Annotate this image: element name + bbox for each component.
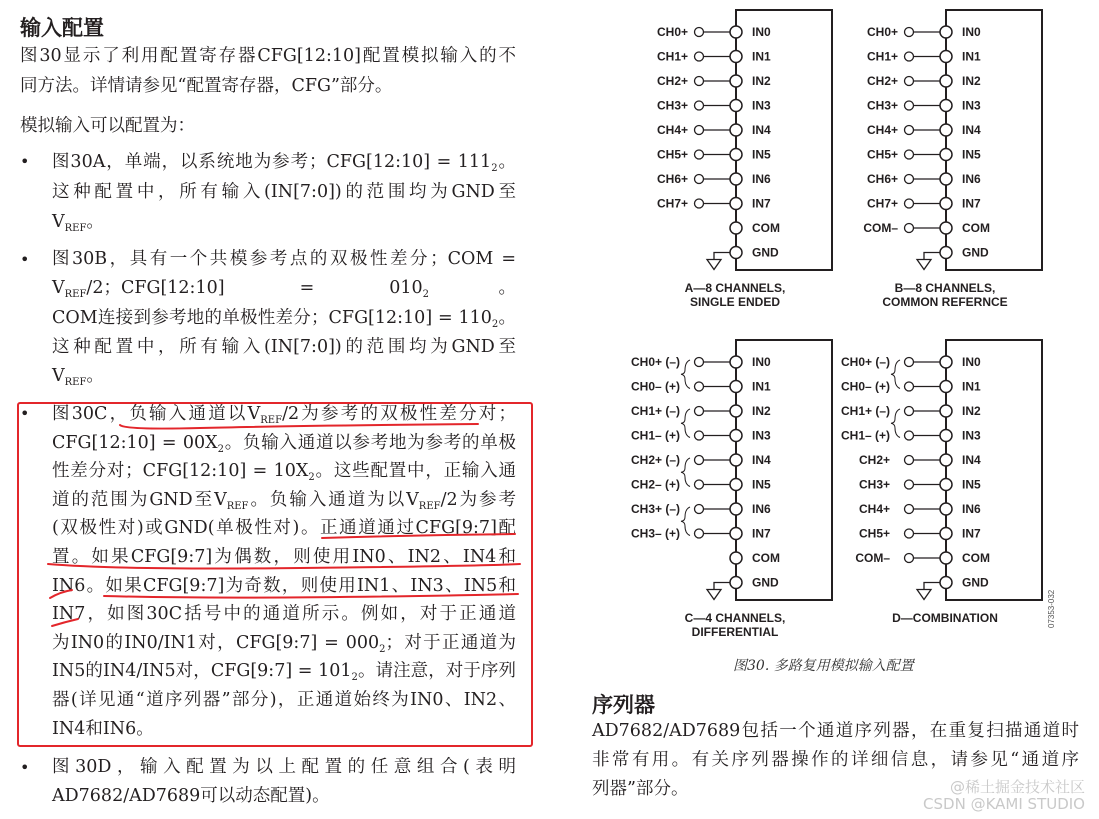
underline-3 xyxy=(48,564,520,569)
diagram-a xyxy=(657,10,832,309)
input-terminal-icon xyxy=(695,77,704,86)
text-run: V xyxy=(52,278,65,299)
text-run: 同方法。详情请参见“配置寄存器，CFG”部分。 xyxy=(20,76,393,96)
diagram-d xyxy=(841,340,1042,625)
bullet-marker: • xyxy=(20,757,30,777)
pin-icon xyxy=(940,381,952,393)
text-line xyxy=(592,746,1079,775)
input-terminal-icon xyxy=(695,456,704,465)
pin-icon xyxy=(730,124,742,136)
text-line xyxy=(592,717,1079,746)
input-label: CH2+ xyxy=(866,74,898,88)
adc-box xyxy=(736,340,832,600)
pin-label: COM xyxy=(962,551,990,565)
subscript: REF xyxy=(226,500,249,512)
pin-icon xyxy=(940,222,952,234)
text-run: 这种配置中，所有输入(IN[7:0])的范围均为GND至 xyxy=(52,182,516,202)
pin-label: IN2 xyxy=(962,74,981,88)
pin-icon xyxy=(940,528,952,540)
diagram-caption: D—COMBINATION xyxy=(892,611,998,625)
diagram-caption: B—8 CHANNELS, xyxy=(894,281,996,295)
input-terminal-icon xyxy=(905,150,914,159)
pin-label: GND xyxy=(962,245,989,260)
input-terminal-icon xyxy=(695,407,704,416)
pin-label: IN7 xyxy=(752,196,771,211)
pin-icon xyxy=(730,100,742,112)
input-label: CH0– (+) xyxy=(630,379,680,394)
subscript: REF xyxy=(260,415,283,426)
pair-bracket-icon xyxy=(681,360,690,389)
pin-label: GND xyxy=(752,245,779,260)
pin-label: IN7 xyxy=(962,196,981,211)
pin-label: IN5 xyxy=(752,147,771,162)
subscript: 2 xyxy=(308,472,315,484)
ground-wire xyxy=(714,583,730,590)
input-terminal-icon xyxy=(905,382,914,391)
pin-icon xyxy=(940,577,952,589)
subscript: REF xyxy=(64,377,87,389)
text-run: V xyxy=(52,366,65,387)
adc-box xyxy=(946,340,1042,600)
text-run: 置。如果CFG[9:7]为偶数，则使用IN0、IN2、IN4和 xyxy=(52,546,516,567)
bullet-marker: • xyxy=(20,249,30,269)
input-label: CH4+ xyxy=(858,502,890,516)
pin-icon xyxy=(940,247,952,259)
pin-label: IN6 xyxy=(962,172,981,186)
text-run: 。请注意，对于序列 xyxy=(357,661,517,682)
input-terminal-icon xyxy=(695,52,704,61)
ground-icon xyxy=(707,260,721,270)
subscript: 2 xyxy=(379,643,386,655)
input-label: CH1+ (–) xyxy=(840,404,890,418)
text-run: 。 xyxy=(86,366,104,387)
input-label: CH2+ (–) xyxy=(630,453,680,467)
pin-label: IN4 xyxy=(752,123,771,137)
diagram-caption: C—4 CHANNELS, xyxy=(684,611,786,625)
input-terminal-icon xyxy=(905,175,914,184)
input-terminal-icon xyxy=(905,480,914,489)
pin-label: IN7 xyxy=(752,526,771,541)
text-run: 模拟输入可以配置为： xyxy=(20,116,195,136)
red-handwritten-underlines xyxy=(0,0,540,819)
adc-box xyxy=(736,10,832,270)
input-label: CH2+ xyxy=(858,453,890,467)
pin-label: COM xyxy=(752,221,780,235)
pin-icon xyxy=(730,222,742,234)
input-terminal-icon xyxy=(905,199,914,208)
text-run: 。负输入通道以参考地为参考的单极 xyxy=(224,432,516,453)
pin-label: IN3 xyxy=(962,98,981,113)
pin-label: IN1 xyxy=(962,49,981,64)
input-label: CH6+ xyxy=(866,172,898,186)
subscript: 2 xyxy=(422,289,430,301)
pin-icon xyxy=(730,173,742,185)
diagram-c xyxy=(631,340,832,639)
ground-wire xyxy=(924,253,940,260)
pin-label: IN1 xyxy=(752,379,771,394)
input-label: CH3+ xyxy=(858,477,890,492)
pin-label: IN7 xyxy=(962,526,981,541)
bullet-marker: • xyxy=(20,404,30,424)
text-run: 。负输入通道为以V xyxy=(248,489,419,510)
input-terminal-icon xyxy=(695,199,704,208)
input-label: CH1+ xyxy=(656,49,688,64)
pin-label: IN6 xyxy=(752,502,771,516)
pin-icon xyxy=(730,198,742,210)
pin-icon xyxy=(730,503,742,515)
input-terminal-icon xyxy=(695,431,704,440)
figure-30-multiplexed-inputs xyxy=(590,0,1099,650)
text-run: 。 xyxy=(429,278,517,299)
underline-4 xyxy=(50,590,72,598)
pin-label: IN3 xyxy=(962,428,981,443)
text-run: 。这些配置中，正输入通 xyxy=(314,461,517,482)
text-run: 性差分对；CFG[12:10] = 10X xyxy=(52,461,309,482)
input-label: CH0+ (–) xyxy=(630,355,680,369)
section-title-input-config: 输入配置 xyxy=(20,16,104,40)
pin-label: IN0 xyxy=(962,355,981,369)
pin-icon xyxy=(730,247,742,259)
text-run: /2为参考的双极性差分对； xyxy=(282,404,517,424)
input-label: CH1+ xyxy=(866,49,898,64)
text-run: IN4和IN6。 xyxy=(52,718,154,739)
watermark-csdn: CSDN @KAMI STUDIO xyxy=(923,795,1085,813)
pin-icon xyxy=(730,381,742,393)
pin-icon xyxy=(730,51,742,63)
pin-icon xyxy=(730,75,742,87)
pin-icon xyxy=(940,51,952,63)
underline-5 xyxy=(104,594,518,598)
pin-icon xyxy=(940,173,952,185)
text-run: ；对于正通道为 xyxy=(385,632,516,653)
input-terminal-icon xyxy=(905,224,914,233)
pin-label: IN3 xyxy=(752,428,771,443)
text-run: 这种配置中，所有输入(IN[7:0])的范围均为GND至 xyxy=(52,336,516,357)
input-terminal-icon xyxy=(695,101,704,110)
pair-bracket-icon xyxy=(891,360,900,389)
pair-bracket-icon xyxy=(681,409,690,438)
pin-label: IN2 xyxy=(752,404,771,418)
input-label: CH1– (+) xyxy=(630,428,680,443)
input-terminal-icon xyxy=(695,150,704,159)
pin-label: IN3 xyxy=(752,98,771,113)
text-run: AD7682/AD7689可以动态配置)。 xyxy=(52,786,330,806)
pin-icon xyxy=(940,75,952,87)
text-run: 列器”部分。 xyxy=(592,779,689,799)
input-label: CH4+ xyxy=(866,123,898,137)
text-run: 图30A，单端，以系统地为参考；CFG[12:10] = 111 xyxy=(52,152,492,172)
pin-icon xyxy=(730,26,742,38)
pin-icon xyxy=(730,552,742,564)
text-run: COM连接到参考地的单极性差分；CFG[12:10] = 110 xyxy=(52,307,492,328)
pin-icon xyxy=(940,479,952,491)
text-run: 器(详见通“道序列器”部分)，正通道始终为IN0、IN2、 xyxy=(52,689,516,710)
input-terminal-icon xyxy=(695,529,704,538)
ground-wire xyxy=(714,253,730,260)
input-label: CH1– (+) xyxy=(840,428,890,443)
diagram-caption: DIFFERENTIAL xyxy=(691,625,779,639)
pin-icon xyxy=(940,198,952,210)
input-terminal-icon xyxy=(905,126,914,135)
text-run: IN5的IN4/IN5对，CFG[9:7] = 101 xyxy=(52,661,352,682)
input-terminal-icon xyxy=(905,77,914,86)
pin-icon xyxy=(730,454,742,466)
pin-icon xyxy=(940,26,952,38)
input-terminal-icon xyxy=(695,382,704,391)
input-label: CH0+ (–) xyxy=(840,355,890,369)
pin-label: IN5 xyxy=(962,477,981,492)
text-run: 图30D，输入配置为以上配置的任意组合(表明 xyxy=(52,757,516,777)
subscript: 2 xyxy=(217,443,224,455)
ground-wire xyxy=(924,583,940,590)
pin-icon xyxy=(940,405,952,417)
text-run: 图30C，负输入通道以V xyxy=(52,404,261,424)
subscript: REF xyxy=(64,223,87,234)
pin-label: COM xyxy=(752,551,780,565)
pin-label: IN2 xyxy=(962,404,981,418)
text-run: /2为参考 xyxy=(440,489,516,510)
text-run: AD7682/AD7689包括一个通道序列器，在重复扫描通道时 xyxy=(592,721,1079,741)
input-label: CH6+ xyxy=(656,172,688,186)
input-label: CH5+ xyxy=(858,526,890,541)
pair-bracket-icon xyxy=(681,507,690,536)
adc-box xyxy=(946,10,1042,270)
diagram-caption: SINGLE ENDED xyxy=(689,295,781,309)
input-terminal-icon xyxy=(695,126,704,135)
section-title-sequencer: 序列器 xyxy=(592,693,655,717)
input-terminal-icon xyxy=(905,529,914,538)
input-label: CH0+ xyxy=(866,25,898,39)
input-label: CH0+ xyxy=(656,25,688,39)
pin-icon xyxy=(940,503,952,515)
input-label: COM– xyxy=(863,221,898,235)
pin-label: IN1 xyxy=(962,379,981,394)
pin-icon xyxy=(940,124,952,136)
pin-label: IN1 xyxy=(752,49,771,64)
input-terminal-icon xyxy=(905,554,914,563)
pin-icon xyxy=(940,100,952,112)
input-label: CH7+ xyxy=(656,196,688,211)
ground-icon xyxy=(917,590,931,600)
figure-caption: 图30. 多路复用模拟输入配置 xyxy=(733,658,914,674)
bullet-marker: • xyxy=(20,152,30,171)
pin-label: COM xyxy=(962,221,990,235)
pin-label: IN4 xyxy=(752,453,771,467)
subscript: 2 xyxy=(491,163,498,174)
pair-bracket-icon xyxy=(891,409,900,438)
text-run: V xyxy=(52,212,65,232)
pin-label: IN6 xyxy=(962,502,981,516)
input-label: CH5+ xyxy=(866,147,898,162)
text-run: /2；CFG[12:10] = 010 xyxy=(86,278,423,299)
input-terminal-icon xyxy=(905,505,914,514)
text-run: 。 xyxy=(497,152,516,172)
pin-icon xyxy=(730,479,742,491)
pin-label: IN2 xyxy=(752,74,771,88)
underline-1 xyxy=(120,424,478,429)
pin-label: IN0 xyxy=(752,25,771,39)
input-label: CH1+ (–) xyxy=(630,404,680,418)
input-terminal-icon xyxy=(695,358,704,367)
input-terminal-icon xyxy=(905,456,914,465)
pin-label: IN0 xyxy=(752,355,771,369)
input-label: CH7+ xyxy=(866,196,898,211)
input-terminal-icon xyxy=(905,407,914,416)
input-label: CH3– (+) xyxy=(630,526,680,541)
ground-icon xyxy=(707,590,721,600)
diagram-b xyxy=(863,10,1042,309)
pin-icon xyxy=(940,356,952,368)
subscript: 2 xyxy=(351,672,358,684)
pin-label: IN4 xyxy=(962,453,981,467)
figure-code: 07353-032 xyxy=(1047,589,1056,628)
input-label: CH0– (+) xyxy=(840,379,890,394)
pin-icon xyxy=(940,454,952,466)
subscript: REF xyxy=(418,500,441,512)
input-label: CH2+ xyxy=(656,74,688,88)
ground-icon xyxy=(917,260,931,270)
pin-label: GND xyxy=(962,575,989,590)
pin-label: IN5 xyxy=(752,477,771,492)
input-terminal-icon xyxy=(695,505,704,514)
input-label: CH5+ xyxy=(656,147,688,162)
text-run: 道的范围为GND至V xyxy=(52,489,227,510)
underline-2 xyxy=(322,534,515,538)
pin-label: IN5 xyxy=(962,147,981,162)
pin-icon xyxy=(730,405,742,417)
input-terminal-icon xyxy=(905,52,914,61)
pin-label: IN4 xyxy=(962,123,981,137)
input-label: CH3+ xyxy=(656,98,688,113)
input-terminal-icon xyxy=(905,28,914,37)
pin-icon xyxy=(730,430,742,442)
input-label: CH4+ xyxy=(656,123,688,137)
text-run: 。 xyxy=(498,307,516,328)
pin-label: IN6 xyxy=(752,172,771,186)
text-run: CFG[12:10] = 00X xyxy=(52,432,218,453)
text-run: 。 xyxy=(86,212,104,232)
pin-icon xyxy=(730,149,742,161)
pin-label: IN0 xyxy=(962,25,981,39)
input-terminal-icon xyxy=(695,480,704,489)
text-run: (双极性对)或GND(单极性对)。正通道通过CFG[9:7]配 xyxy=(52,518,516,539)
input-terminal-icon xyxy=(905,431,914,440)
pin-icon xyxy=(940,149,952,161)
text-run: 图30显示了利用配置寄存器CFG[12:10]配置模拟输入的不 xyxy=(20,46,516,66)
input-terminal-icon xyxy=(905,101,914,110)
text-run: IN7，如图30C括号中的通道所示。例如，对于正通道 xyxy=(52,604,516,625)
text-run: 图30B，具有一个共模参考点的双极性差分；COM = xyxy=(52,249,516,269)
input-label: COM– xyxy=(855,551,890,565)
pin-label: GND xyxy=(752,575,779,590)
pin-icon xyxy=(730,577,742,589)
pin-icon xyxy=(730,356,742,368)
watermark-juejin: @稀土掘金技术社区 xyxy=(949,778,1085,796)
underline-6 xyxy=(52,619,78,626)
text-run: 非常有用。有关序列器操作的详细信息，请参见“通道序 xyxy=(592,750,1079,770)
input-label: CH3+ xyxy=(866,98,898,113)
pin-icon xyxy=(730,528,742,540)
diagram-caption: A—8 CHANNELS, xyxy=(684,281,786,295)
input-terminal-icon xyxy=(695,175,704,184)
text-run: 为IN0的IN0/IN1对，CFG[9:7] = 000 xyxy=(52,632,380,653)
diagram-caption: COMMON REFERNCE xyxy=(882,295,1008,309)
input-terminal-icon xyxy=(695,28,704,37)
pair-bracket-icon xyxy=(681,458,690,487)
input-label: CH3+ (–) xyxy=(630,502,680,516)
subscript: REF xyxy=(64,289,87,301)
text-run: IN6。如果CFG[9:7]为奇数，则使用IN1、IN3、IN5和 xyxy=(52,575,516,596)
pin-icon xyxy=(940,552,952,564)
pin-icon xyxy=(940,430,952,442)
input-terminal-icon xyxy=(905,358,914,367)
input-label: CH2– (+) xyxy=(630,477,680,492)
subscript: 2 xyxy=(491,318,499,330)
